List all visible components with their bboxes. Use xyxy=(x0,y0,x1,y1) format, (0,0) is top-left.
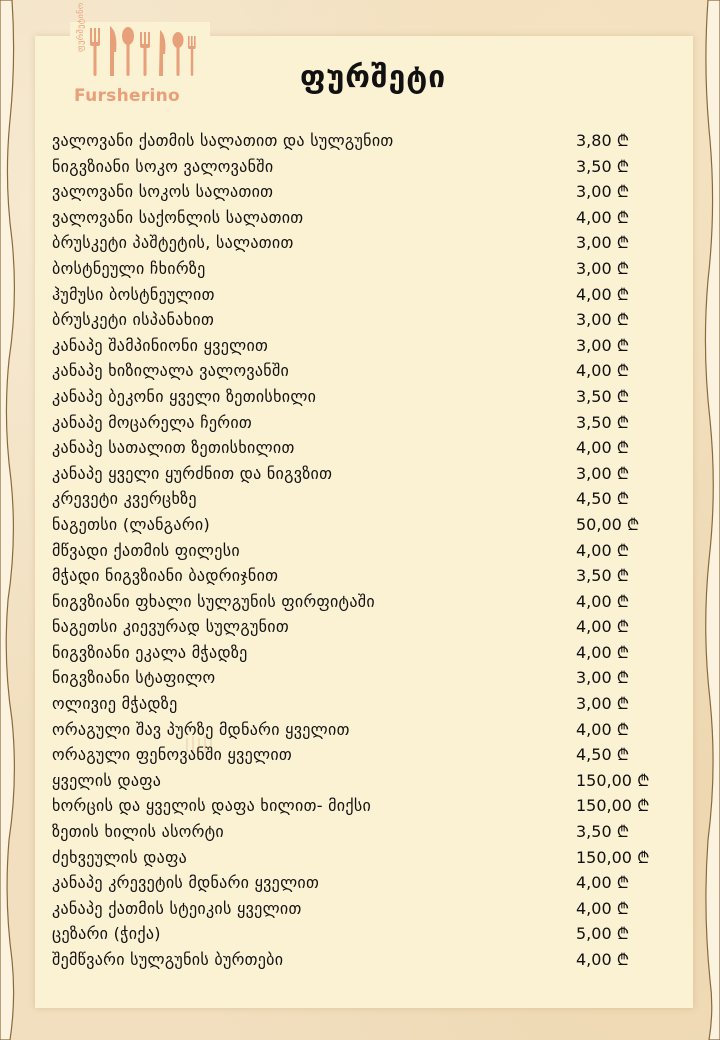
menu-item xyxy=(52,307,672,333)
menu-item-price: 4,00 ₾ xyxy=(576,540,630,560)
torn-edge-right xyxy=(700,0,720,1040)
menu-item-name: მჭადი ნიგვზიანი ბადრიჯნით xyxy=(52,566,279,586)
menu-item-price: 3,50 ₾ xyxy=(576,386,630,406)
page-title: ფურშეტი xyxy=(300,60,447,95)
menu-item-price: 3,00 ₾ xyxy=(576,335,630,355)
menu-item-price: 3,50 ₾ xyxy=(576,412,630,432)
menu-item-name: მწვადი ქათმის ფილესი xyxy=(52,540,240,560)
logo-side-text: ფურშეტინო xyxy=(76,2,85,52)
menu-item-price: 150,00 ₾ xyxy=(576,847,650,867)
menu-item-price: 3,50 ₾ xyxy=(576,156,630,176)
menu-item xyxy=(52,410,672,436)
menu-item xyxy=(52,333,672,359)
menu-item-price: 4,00 ₾ xyxy=(576,207,630,227)
menu-item xyxy=(52,896,672,922)
menu-item xyxy=(52,793,672,819)
menu-item xyxy=(52,435,672,461)
menu-item-name: ბრუსკეტი ისპანახით xyxy=(52,310,215,330)
menu-list xyxy=(52,128,672,973)
menu-item-price: 4,00 ₾ xyxy=(576,950,630,969)
logo-brand: Fursherino xyxy=(74,86,180,106)
menu-item xyxy=(52,461,672,487)
menu-item xyxy=(52,512,672,538)
menu-item-name: ნიგვზიანი ეკალა მჭადზე xyxy=(52,642,248,662)
menu-item-name: კანაპე სათალით ზეთისხილით xyxy=(52,438,295,458)
menu-item xyxy=(52,845,672,871)
menu-item-price: 3,00 ₾ xyxy=(576,694,630,714)
logo xyxy=(70,2,210,110)
menu-item-name: კანაპე ბეკონი ყველი ზეთისხილი xyxy=(52,386,317,406)
menu-item-name: ნაგეთსი კიევურად სულგუნით xyxy=(52,617,289,637)
menu-item-name: ვალოვანი ქათმის სალათით და სულგუნით xyxy=(52,131,394,150)
menu-item-name: ოლივიე მჭადზე xyxy=(52,694,178,714)
menu-item-price: 150,00 ₾ xyxy=(576,770,650,790)
menu-item-name: კანაპე ხიზილალა ვალოვანში xyxy=(52,361,290,381)
menu-item-name: ორაგული შავ პურზე მდნარი ყველით xyxy=(52,719,350,739)
menu-item-name: ნიგვზიანი სოკო ვალოვანში xyxy=(52,156,274,176)
menu-item-price: 3,00 ₾ xyxy=(576,463,630,483)
cutlery-icon xyxy=(70,22,210,86)
watermark-cutlery-icon xyxy=(184,736,216,752)
menu-item-name: ყველის დაფა xyxy=(52,770,162,790)
menu-item-name: ნიგვზიანი ფხალი სულგუნის ფირფიტაში xyxy=(52,591,375,611)
menu-item-price: 4,50 ₾ xyxy=(576,489,630,509)
menu-item xyxy=(52,947,672,973)
menu-item-price: 4,00 ₾ xyxy=(576,361,630,381)
menu-item-price: 3,50 ₾ xyxy=(576,566,630,586)
menu-item-name: კანაპე კრევეტის მდნარი ყველით xyxy=(52,873,320,893)
menu-item xyxy=(52,256,672,282)
menu-item-price: 150,00 ₾ xyxy=(576,796,650,816)
menu-item-price: 4,00 ₾ xyxy=(576,873,630,893)
menu-item-price: 4,00 ₾ xyxy=(576,719,630,739)
menu-item-price: 3,80 ₾ xyxy=(576,131,630,150)
menu-item xyxy=(52,384,672,410)
menu-item-price: 4,50 ₾ xyxy=(576,745,630,765)
menu-item xyxy=(52,691,672,717)
menu-item-price: 4,00 ₾ xyxy=(576,617,630,637)
menu-item-price: 3,00 ₾ xyxy=(576,182,630,202)
menu-item-name: ზეთის ხილის ასორტი xyxy=(52,822,225,842)
menu-item xyxy=(52,921,672,947)
menu-item-price: 4,00 ₾ xyxy=(576,438,630,458)
menu-item-price: 5,00 ₾ xyxy=(576,924,630,944)
menu-item xyxy=(52,486,672,512)
menu-item-price: 3,00 ₾ xyxy=(576,668,630,688)
menu-item-price: 3,00 ₾ xyxy=(576,233,630,253)
menu-item-name: კანაპე შამპინიონი ყველით xyxy=(52,335,269,355)
menu-item-price: 3,50 ₾ xyxy=(576,822,630,842)
menu-item xyxy=(52,589,672,615)
menu-item xyxy=(52,742,672,768)
menu-item xyxy=(52,768,672,794)
menu-item-name: კანაპე მოცარელა ჩერით xyxy=(52,412,253,432)
menu-item-price: 3,00 ₾ xyxy=(576,258,630,278)
menu-item xyxy=(52,205,672,231)
menu-item xyxy=(52,870,672,896)
menu-item-name: კანაპე ქათმის სტეიკის ყველით xyxy=(52,898,302,918)
menu-item-name: ძეხვეულის დაფა xyxy=(52,847,188,867)
menu-item xyxy=(52,128,672,154)
menu-item-name: ნაგეთსი (ლანგარი) xyxy=(52,514,210,534)
menu-item-name: ნიგვზიანი სტაფილო xyxy=(52,668,216,688)
menu-item xyxy=(52,640,672,666)
menu-item-name: ორაგული ფენოვანში ყველით xyxy=(52,745,293,765)
menu-item xyxy=(52,614,672,640)
menu-item-name: ხორცის და ყველის დაფა ხილით- მიქსი xyxy=(52,796,372,816)
menu-item-price: 4,00 ₾ xyxy=(576,591,630,611)
menu-item-name: ვალოვანი სოკოს სალათით xyxy=(52,182,274,202)
menu-item-price: 4,00 ₾ xyxy=(576,284,630,304)
menu-item xyxy=(52,230,672,256)
menu-item-name: ცეზარი (ჭიქა) xyxy=(52,924,161,944)
menu-item-name: შემწვარი სულგუნის ბურთები xyxy=(52,950,284,969)
menu-item-price: 4,00 ₾ xyxy=(576,642,630,662)
menu-item xyxy=(52,154,672,180)
menu-item-name: კრევეტი კვერცხზე xyxy=(52,489,197,509)
menu-item-price: 50,00 ₾ xyxy=(576,514,640,534)
menu-item-name: ვალოვანი საქონლის სალათით xyxy=(52,207,304,227)
menu-item-name: კანაპე ყველი ყურძნით და ნიგვზით xyxy=(52,463,333,483)
menu-item xyxy=(52,358,672,384)
menu-item-name: ბრუსკეტი პაშტეტის, სალათით xyxy=(52,233,294,253)
torn-edge-left xyxy=(0,0,20,1040)
menu-item xyxy=(52,282,672,308)
menu-item-name: ბოსტნეული ჩხირზე xyxy=(52,258,206,278)
menu-item xyxy=(52,538,672,564)
menu-item-name: ჰუმუსი ბოსტნეულით xyxy=(52,284,215,304)
menu-item xyxy=(52,563,672,589)
menu-item xyxy=(52,179,672,205)
menu-item-price: 4,00 ₾ xyxy=(576,898,630,918)
menu-item xyxy=(52,819,672,845)
menu-item xyxy=(52,717,672,743)
menu-item-price: 3,00 ₾ xyxy=(576,310,630,330)
menu-item xyxy=(52,665,672,691)
